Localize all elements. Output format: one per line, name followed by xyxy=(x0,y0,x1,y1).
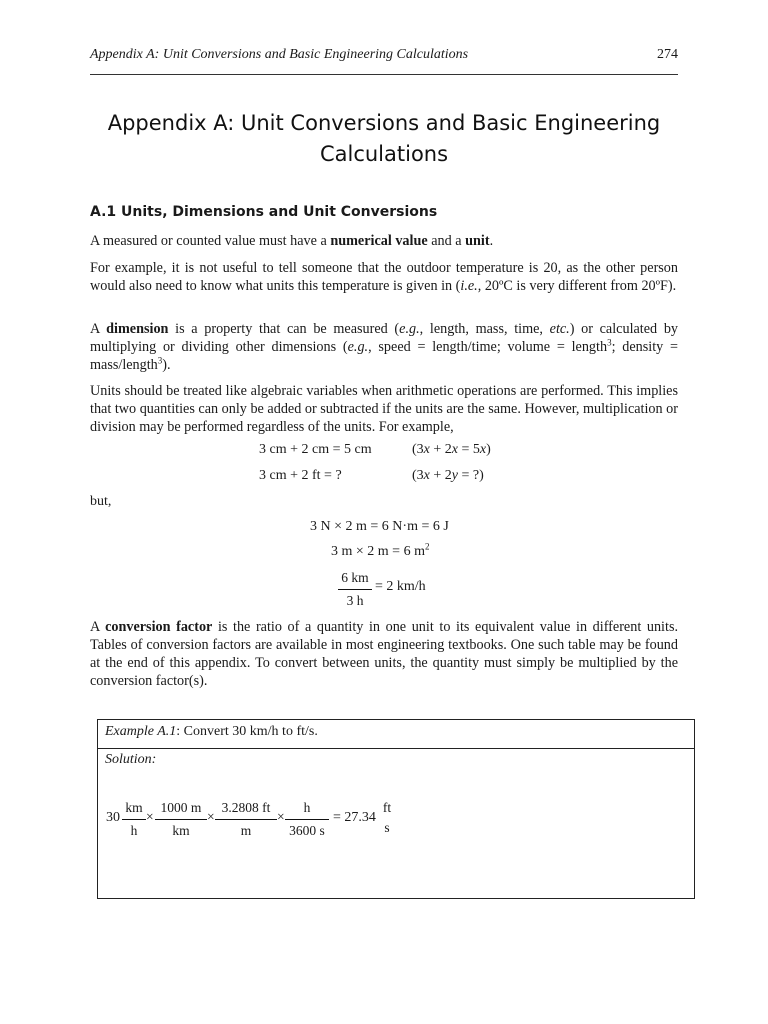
equation-4: 3 m × 2 m = 6 $m^2$ xyxy=(331,541,430,559)
section-heading: A.1 Units, Dimensions and Unit Conversions xyxy=(90,204,438,220)
page-title-line-2: Calculations xyxy=(319,142,449,166)
solution-fraction-2: 1000 m km xyxy=(155,799,207,840)
example-header-row xyxy=(98,720,694,749)
solution-fraction-1: km h xyxy=(122,799,146,840)
page-title xyxy=(90,108,678,170)
equation-3: 3 N × 2 m = 6 N·m = 6 J xyxy=(310,519,449,534)
solution-result: = 27.34 xyxy=(333,810,376,825)
times-symbol: × xyxy=(277,809,285,824)
fraction-bar xyxy=(338,589,372,590)
equation-2-right: (3x + 2y = ?) xyxy=(412,468,484,483)
equation-1-left: 3 cm + 2 cm = 5 cm xyxy=(259,442,372,457)
times-symbol: × xyxy=(146,809,154,824)
paragraph-3: A dimension is a property that can be measured (e.g., length, mass, time, etc.) or calculated by multiplying or dividing other dimensions (e.g., speed = length/time; volume = length$^3$; density = mass/length$^3$). xyxy=(90,321,679,373)
equation-1-right: (3x + 2x = 5x) xyxy=(412,442,491,457)
solution-fraction-3: 3.2808 ft m xyxy=(215,799,277,840)
running-header xyxy=(90,44,678,75)
equation-5-result: = 2 km/h xyxy=(375,579,426,594)
equation-2-left: 3 cm + 2 ft = ? xyxy=(259,468,342,483)
paragraph-2: For example, it is not useful to tell someone that the outdoor temperature is 20, as the other person would also need to know what units this temperature is given in (i.e., 20ºC is very different from 20ºF). xyxy=(90,260,678,294)
but-text: but, xyxy=(90,494,112,509)
times-symbol: × xyxy=(207,809,215,824)
page-number: 274 xyxy=(657,47,678,62)
paragraph-4: Units should be treated like algebraic variables when arithmetic operations are performed. This implies that two quantities can only be added or subtracted if the units are the same. However, multiplication or division may be performed regardless of the units. For example, xyxy=(90,383,678,435)
solution-lead-value: 30 xyxy=(106,810,120,825)
paragraph-5: A conversion factor is the ratio of a quantity in one unit to its equivalent value in different units. Tables of conversion factors are available in most engineering textbooks. One such table may be found at the end of this appendix. To convert between units, the quantity must simply be multiplied by the conversion factor(s). xyxy=(90,619,679,689)
paragraph-1: A measured or counted value must have a numerical value and a unit. xyxy=(90,233,494,249)
equation-5-fraction xyxy=(338,569,372,610)
equation-5-denominator: 3 h xyxy=(346,593,364,608)
solution-label: Solution: xyxy=(105,752,157,767)
solution-fraction-4: h 3600 s xyxy=(285,799,329,840)
example-box xyxy=(97,719,695,899)
solution-fraction-5: ft s xyxy=(382,800,392,835)
equation-5-numerator: 6 km xyxy=(341,570,369,585)
page-title-line-1: Appendix A: Unit Conversions and Basic Engineering xyxy=(107,111,661,135)
running-header-title: Appendix A: Unit Conversions and Basic Engineering Calculations xyxy=(90,47,469,62)
example-title: Example A.1: Convert 30 km/h to ft/s. xyxy=(105,724,318,739)
